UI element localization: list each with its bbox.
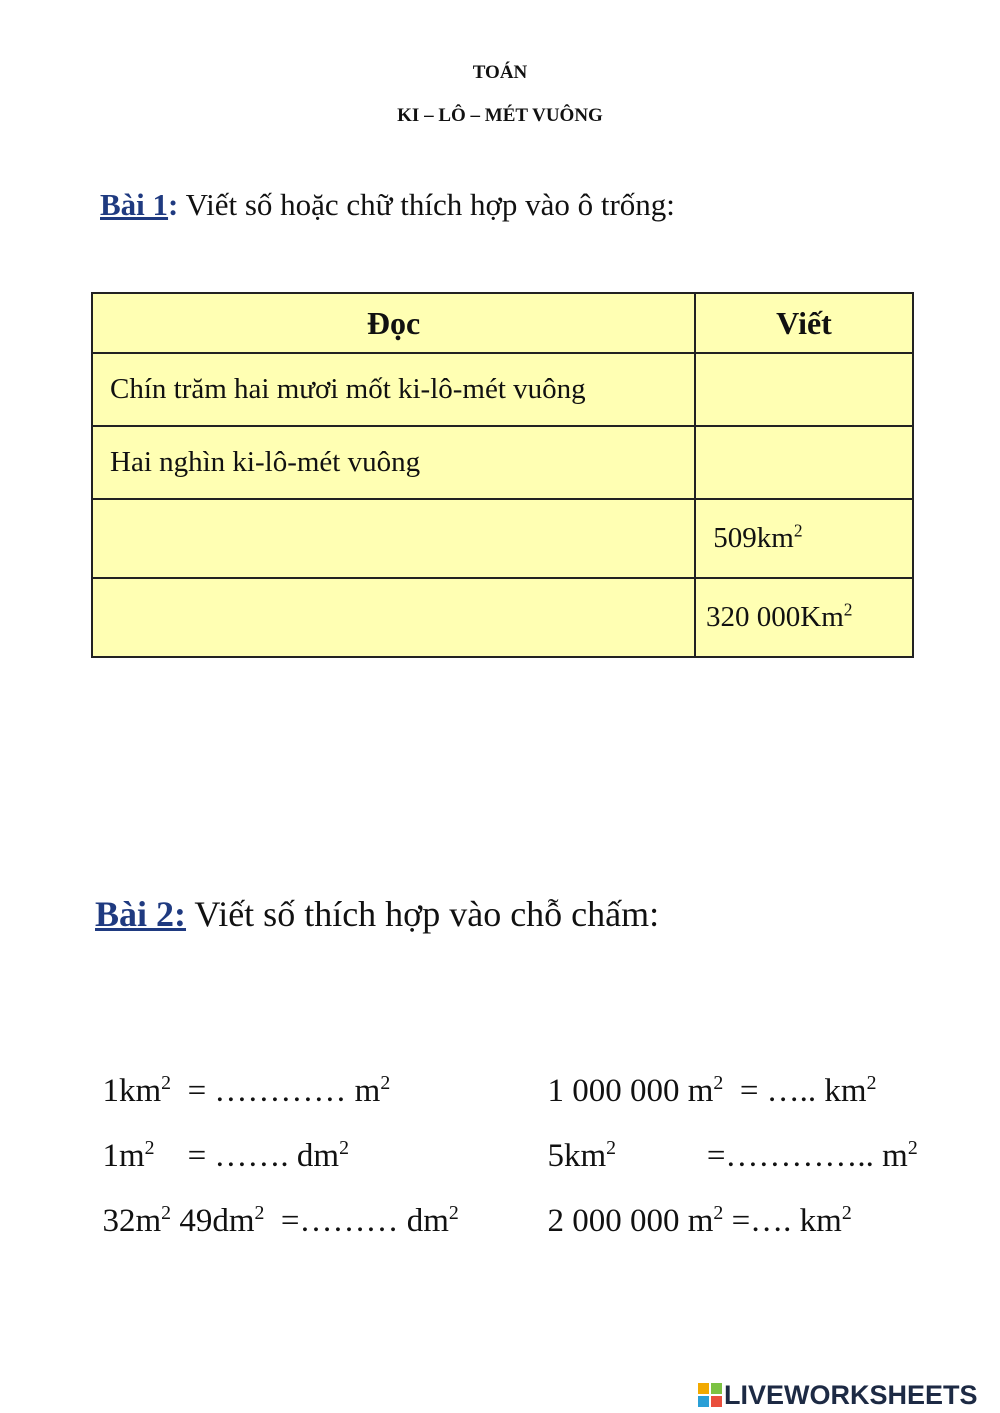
header-doc: Đọc [92, 293, 695, 353]
equation-2[interactable]: $1m^2$ = ……. $dm^2$ [102, 1137, 349, 1174]
table-row [92, 353, 913, 426]
write-value: 509km [713, 522, 794, 554]
exercise-2-number: Bài 2: [95, 894, 187, 934]
read-cell: Hai nghìn ki-lô-mét vuông [92, 426, 695, 499]
equation-5[interactable]: $5km^2$ =………….. $m^2$ [547, 1137, 918, 1174]
exercise-2-instruction: Viết số thích hợp vào chỗ chấm: [186, 894, 660, 934]
exercise-1-table [91, 292, 914, 658]
write-cell [695, 578, 913, 657]
exercise-1-heading [100, 187, 675, 223]
read-answer-cell[interactable] [92, 578, 695, 657]
equation-4[interactable]: 1 000 000 $m^2$ = ….. $km^2$ [547, 1072, 877, 1109]
table-row [92, 578, 913, 657]
lesson-title: KI – LÔ – MÉT VUÔNG [397, 105, 603, 126]
table-row [92, 499, 913, 578]
brand-name: LIVEWORKSHEETS [724, 1380, 978, 1410]
write-answer-cell[interactable] [695, 426, 913, 499]
read-cell: Chín trăm hai mươi mốt ki-lô-mét vuông [92, 353, 695, 426]
table-row [92, 426, 913, 499]
subject-title: TOÁN [472, 62, 528, 83]
write-answer-cell[interactable] [695, 353, 913, 426]
equation-6[interactable]: 2 000 000 $m^2$ =…. $km^2$ [547, 1202, 852, 1239]
liveworksheets-logo [698, 1380, 978, 1411]
liveworksheets-logo-icon [698, 1383, 722, 1407]
header-viet: Viết [695, 293, 913, 353]
exercise-1-colon: : [168, 187, 179, 222]
write-cell [695, 499, 913, 578]
equation-3[interactable]: $32m^2$ $49dm^2$ =……… $dm^2$ [102, 1202, 459, 1239]
exponent: 2 [843, 599, 853, 620]
exercise-1-instruction: Viết số hoặc chữ thích hợp vào ô trống: [178, 187, 675, 222]
exercise-2-heading [95, 893, 659, 935]
read-answer-cell[interactable] [92, 499, 695, 578]
exercise-1-number: Bài 1 [100, 187, 169, 222]
exponent: 2 [793, 520, 803, 541]
write-value: 320 000Km [706, 601, 844, 633]
equation-1[interactable]: $1km^2$ = ………… $m^2$ [102, 1072, 391, 1109]
